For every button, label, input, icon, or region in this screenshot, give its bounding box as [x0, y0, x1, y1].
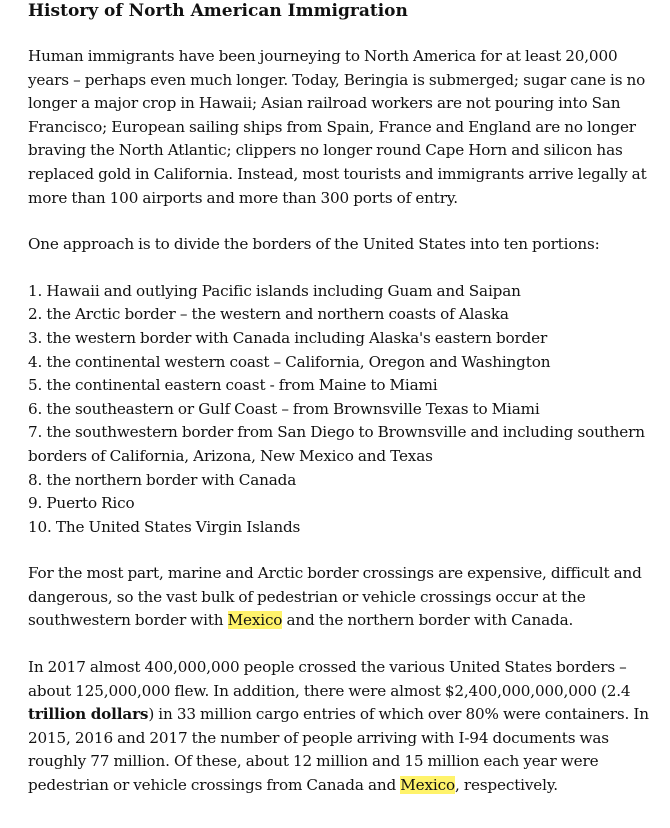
bold-term: trillion dollars [28, 705, 149, 724]
list-item: 3. the western border with Canada including Alaska's eastern border [28, 328, 548, 347]
stats-text-middle: ) in 33 million cargo entries of which over 80% were containers. In 2015, 2016 and 2017 the number of people arriving with I-94 documents was roughly 77 million. Of these, about 12 million and 15 million each year were pedestrian or vehicle crossings from Canada and [28, 705, 649, 795]
crossings-text: For the most part, marine and Arctic border crossings are expensive, difficult and dangerous, so the vast bulk of pedestrian or vehicle crossings occur at the southwestern border with [28, 564, 642, 630]
stats-paragraph [28, 656, 658, 798]
approach-paragraph: One approach is to divide the borders of the United States into ten portions: [28, 235, 600, 254]
crossings-text-end: and the northern border with Canada. [282, 611, 574, 630]
list-item: 6. the southeastern or Gulf Coast – from Brownsville Texas to Miami [28, 399, 540, 418]
stats-text-end: , respectively. [454, 776, 558, 795]
page-title: History of North American Immigration [28, 1, 408, 21]
document-page [28, 0, 658, 798]
list-item: 10. The United States Virgin Islands [28, 517, 301, 536]
list-item: 4. the continental western coast – California, Oregon and Washington [28, 352, 551, 371]
borders-list [28, 280, 658, 540]
highlighted-term: Mexico [400, 776, 455, 795]
list-item: 5. the continental eastern coast - from Maine to Miami [28, 376, 438, 395]
list-item: 1. Hawaii and outlying Pacific islands including Guam and Saipan [28, 281, 521, 300]
list-item: 8. the northern border with Canada [28, 470, 297, 489]
list-item: 7. the southwestern border from San Diego to Brownsville and including southern borders of California, Arizona, New Mexico and Texas [28, 423, 645, 465]
intro-paragraph: Human immigrants have been journeying to North America for at least 20,000 years – perhaps even much longer. Today, Beringia is submerged; sugar cane is no longer a major crop in Hawaii; Asian railroad workers are not pouring into San Francisco; European sailing ships from Spain, France and England are no longer braving the North Atlantic; clippers no longer round Cape Horn and silicon has replaced gold in California. Instead, most tourists and immigrants arrive legally at more than 100 airports and more than 300 ports of entry. [28, 47, 647, 207]
highlighted-term: Mexico [227, 611, 283, 630]
list-item: 9. Puerto Rico [28, 494, 135, 513]
stats-text: In 2017 almost 400,000,000 people crossed the various United States borders – about 125,000,000 flew. In addition, there were almost $2,400,000,000,000 (2.4 [28, 658, 631, 700]
crossings-paragraph [28, 562, 658, 633]
list-item: 2. the Arctic border – the western and northern coasts of Alaska [28, 305, 509, 324]
